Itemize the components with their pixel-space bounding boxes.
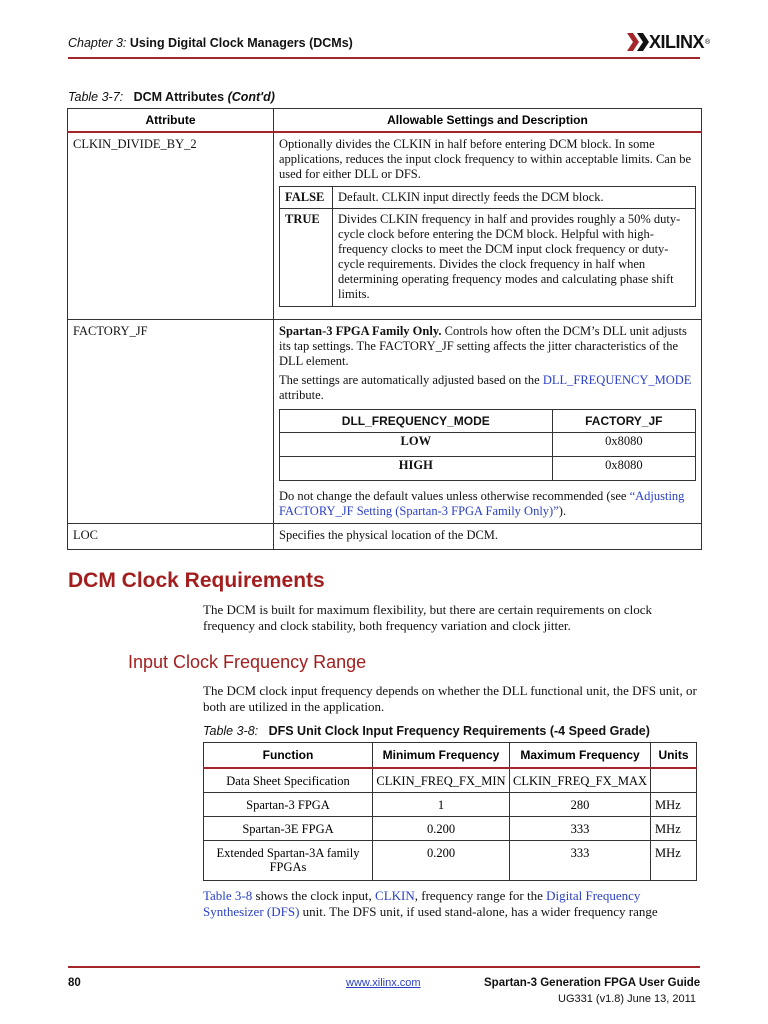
true-desc: Divides CLKIN frequency in half and provides roughly a 50% duty-cycle clock before entering the DCM block. Helpful with high-frequency clocks to meet the DCM input clock frequency or duty-cycle requirements. Divides the clock frequency in half when determining operating frequency modes and calculating phase shift limits.	[333, 209, 696, 307]
table37-caption-label: Table 3-7:	[68, 90, 124, 104]
cell-function: Spartan-3E FPGA	[204, 817, 373, 841]
table-row	[204, 768, 697, 793]
cell-function: Spartan-3 FPGA	[204, 793, 373, 817]
cell-max: 280	[510, 793, 651, 817]
factory-note	[279, 489, 696, 519]
adjusting-factory-jf-link[interactable]: “Adjusting FACTORY_JF Setting (Spartan-3 FPGA Family Only)”	[279, 489, 685, 518]
attr-name: FACTORY_JF	[68, 320, 274, 524]
cell-min: 0.200	[373, 817, 510, 841]
attr-desc: Specifies the physical location of the DCM.	[274, 524, 702, 550]
table-row	[204, 793, 697, 817]
factory-jf-table	[279, 409, 696, 481]
chapter-title: Using Digital Clock Managers (DCMs)	[129, 36, 353, 50]
factory-desc2-post: attribute.	[279, 388, 324, 402]
table38-caption	[203, 724, 650, 738]
section-heading: DCM Clock Requirements	[68, 569, 325, 592]
chapter-label: Chapter 3:	[68, 36, 127, 50]
cell-min: 0.200	[373, 841, 510, 881]
cell-max: 333	[510, 817, 651, 841]
low-mode: LOW	[280, 433, 553, 457]
cell-max: 333	[510, 841, 651, 881]
table37-caption	[68, 90, 275, 104]
dfs-link[interactable]: Digital Frequency Synthesizer (DFS)	[203, 888, 641, 919]
closing-paragraph	[203, 888, 698, 920]
table38-caption-title: DFS Unit Clock Input Frequency Requirements (-4 Speed Grade)	[268, 724, 650, 738]
cell-units: MHz	[651, 793, 697, 817]
cell-min: 1	[373, 793, 510, 817]
closing-text1: shows the clock input,	[252, 888, 376, 903]
table38-caption-label: Table 3-8:	[203, 724, 259, 738]
dcm-attributes-table	[67, 108, 702, 550]
low-val: 0x8080	[552, 433, 695, 457]
table-row	[68, 524, 702, 550]
col-max-frequency: Maximum Frequency	[510, 743, 651, 769]
guide-version: UG331 (v1.8) June 13, 2011	[558, 993, 696, 1005]
footer-rule	[68, 966, 700, 968]
closing-text2: , frequency range for the	[414, 888, 547, 903]
table-row	[68, 132, 702, 320]
col-min-frequency: Minimum Frequency	[373, 743, 510, 769]
xilinx-x-icon	[627, 33, 649, 51]
clkin-link[interactable]: CLKIN	[375, 888, 415, 903]
table38-link[interactable]: Table 3-8	[203, 888, 253, 903]
true-key: TRUE	[280, 209, 333, 307]
page-number: 80	[68, 977, 81, 989]
logo-text: XILINX	[649, 31, 705, 52]
factory-desc1	[279, 324, 696, 369]
dll-frequency-mode-link[interactable]: DLL_FREQUENCY_MODE	[542, 373, 692, 387]
factory-desc1-text: Controls how often the DCM’s DLL unit adjusts its tap settings. The FACTORY_JF setting affects the jitter characteristics of the DLL element.	[279, 324, 687, 368]
high-mode: HIGH	[280, 457, 553, 481]
section-intro: The DCM is built for maximum flexibility, but there are certain requirements on clock frequency and clock stability, both frequency variation and clock jitter.	[203, 602, 652, 633]
col-settings: Allowable Settings and Description	[274, 109, 702, 133]
cell-max: CLKIN_FREQ_FX_MAX	[510, 768, 651, 793]
factory-note-post: ).	[558, 504, 567, 518]
col-units: Units	[651, 743, 697, 769]
attr-desc	[274, 132, 702, 320]
table37-caption-cont: (Cont'd)	[227, 90, 275, 104]
attr-name: LOC	[68, 524, 274, 550]
high-val: 0x8080	[552, 457, 695, 481]
table37-caption-title: DCM Attributes	[133, 90, 225, 104]
subsection-intro: The DCM clock input frequency depends on whether the DLL functional unit, the DFS unit, or both are utilized in the application.	[203, 683, 697, 714]
table-row	[204, 817, 697, 841]
table-row	[68, 320, 702, 524]
clkin-desc: Optionally divides the CLKIN in half before entering DCM block. In some applications, reduces the input clock frequency to within acceptable limits. Can be used for either DLL or DFS.	[279, 137, 692, 181]
attr-name: CLKIN_DIVIDE_BY_2	[68, 132, 274, 320]
factory-desc2-pre: The settings are automatically adjusted based on the	[279, 373, 543, 387]
col-function: Function	[204, 743, 373, 769]
header-rule	[68, 57, 700, 59]
chapter-header	[68, 36, 353, 50]
clkin-options-table	[279, 186, 696, 307]
cell-function: Data Sheet Specification	[204, 768, 373, 793]
guide-title: Spartan-3 Generation FPGA User Guide	[484, 977, 701, 989]
dfs-frequency-table	[203, 742, 697, 881]
sub-col-mode: DLL_FREQUENCY_MODE	[280, 410, 553, 433]
logo-registered-mark: ®	[705, 38, 711, 46]
closing-text3: unit. The DFS unit, if used stand-alone, has a wider frequency range	[299, 904, 658, 919]
false-desc: Default. CLKIN input directly feeds the DCM block.	[333, 187, 696, 209]
col-attribute: Attribute	[68, 109, 274, 133]
factory-note-pre: Do not change the default values unless otherwise recommended (see	[279, 489, 630, 503]
attr-desc	[274, 320, 702, 524]
false-key: FALSE	[280, 187, 333, 209]
factory-desc2	[279, 373, 696, 403]
sub-col-factory: FACTORY_JF	[552, 410, 695, 433]
factory-bold-lead: Spartan-3 FPGA Family Only.	[279, 324, 442, 338]
cell-function: Extended Spartan-3A family FPGAs	[204, 841, 373, 881]
xilinx-logo	[627, 30, 710, 54]
cell-units: MHz	[651, 817, 697, 841]
subsection-heading: Input Clock Frequency Range	[128, 652, 367, 672]
cell-units	[651, 768, 697, 793]
cell-min: CLKIN_FREQ_FX_MIN	[373, 768, 510, 793]
cell-units: MHz	[651, 841, 697, 881]
xilinx-url-link[interactable]: www.xilinx.com	[346, 977, 421, 989]
table-row	[204, 841, 697, 881]
